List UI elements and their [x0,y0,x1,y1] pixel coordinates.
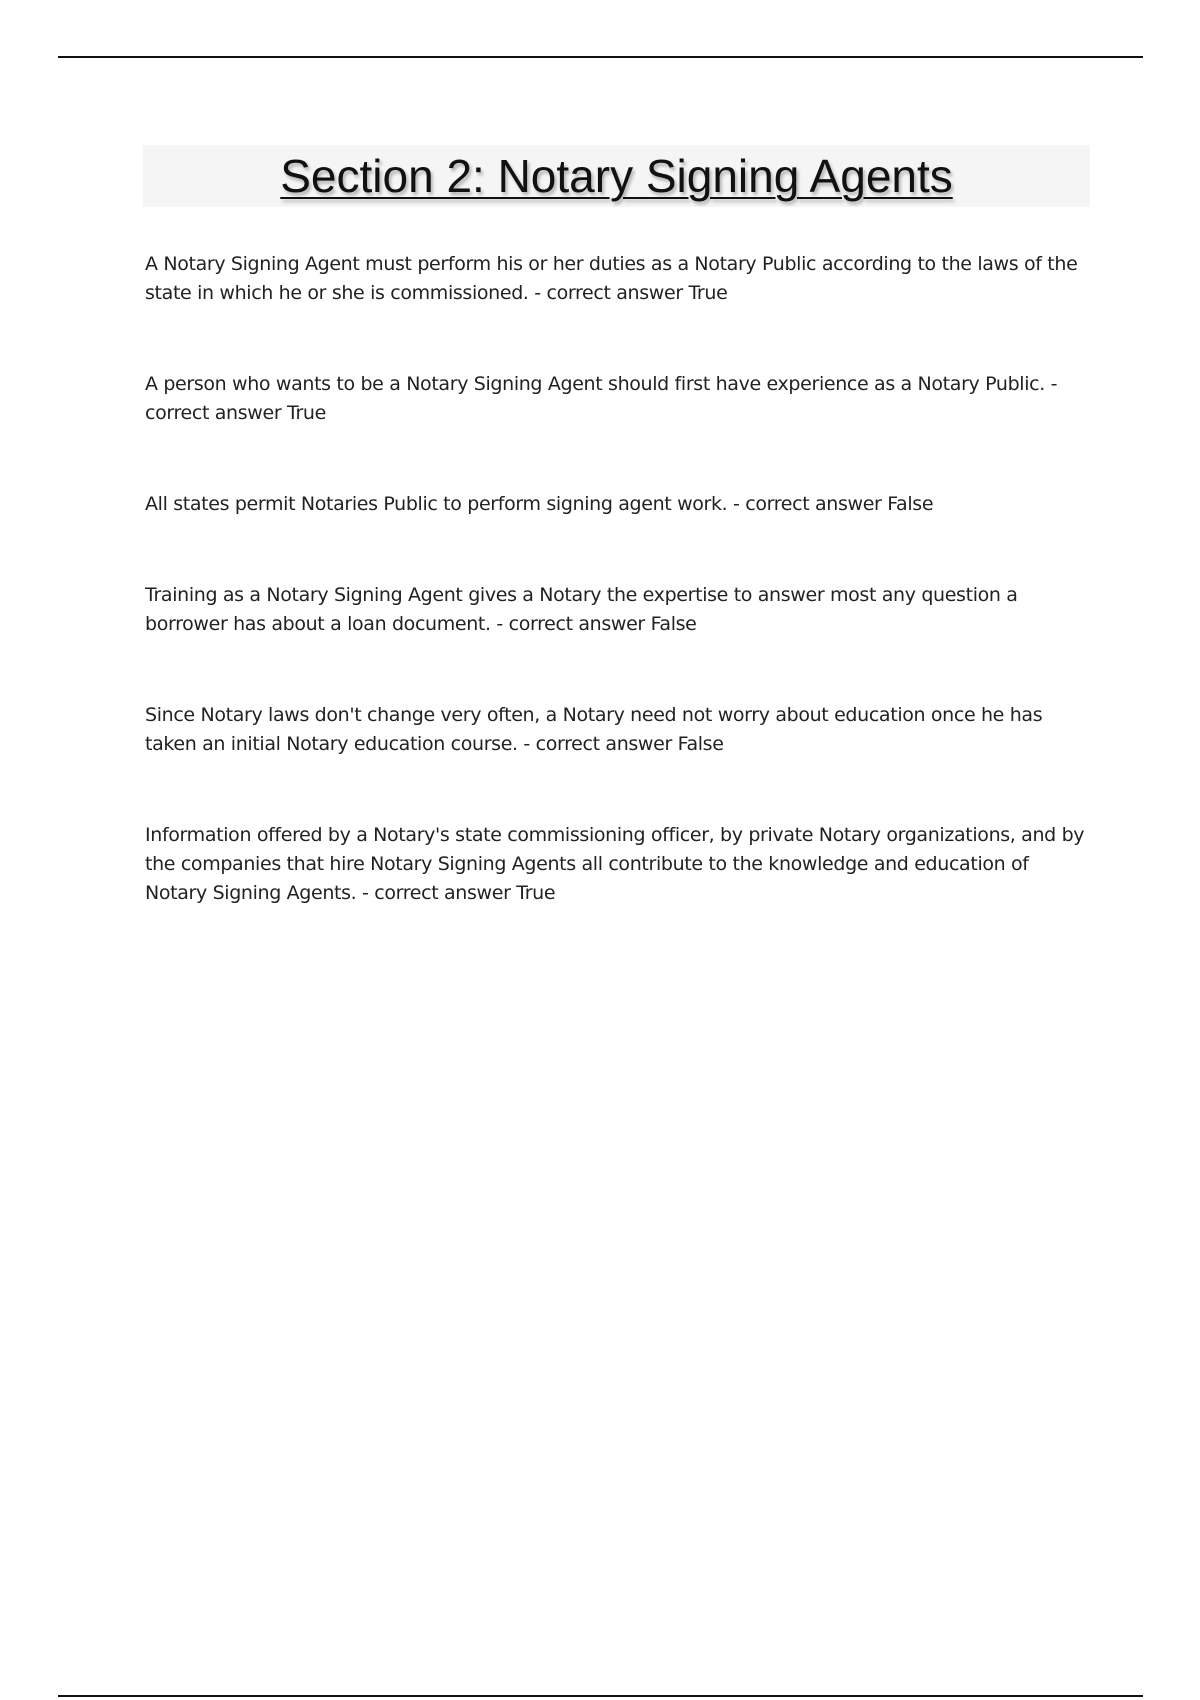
page-title: Section 2: Notary Signing Agents [280,150,953,202]
top-divider [58,56,1143,58]
question-item: Since Notary laws don't change very often, a Notary need not worry about education once he has taken an initial Notary education course. - correct answer False [145,704,1043,755]
question-item: Training as a Notary Signing Agent gives a Notary the expertise to answer most any question a borrower has about a loan document. - correct answer False [145,584,1018,635]
question-list [145,250,1095,970]
question-item: A Notary Signing Agent must perform his or her duties as a Notary Public according to the laws of the state in which he or she is commissioned. - correct answer True [145,253,1078,304]
question-item: Information offered by a Notary's state commissioning officer, by private Notary organizations, and by the companies that hire Notary Signing Agents all contribute to the knowledge and education of Notary Signing Agents. - correct answer True [145,824,1085,904]
question-item: A person who wants to be a Notary Signing Agent should first have experience as a Notary Public. - correct answer True [145,373,1058,424]
question-item: All states permit Notaries Public to perform signing agent work. - correct answer False [145,493,934,515]
bottom-divider [58,1695,1143,1697]
title-banner [143,145,1090,207]
